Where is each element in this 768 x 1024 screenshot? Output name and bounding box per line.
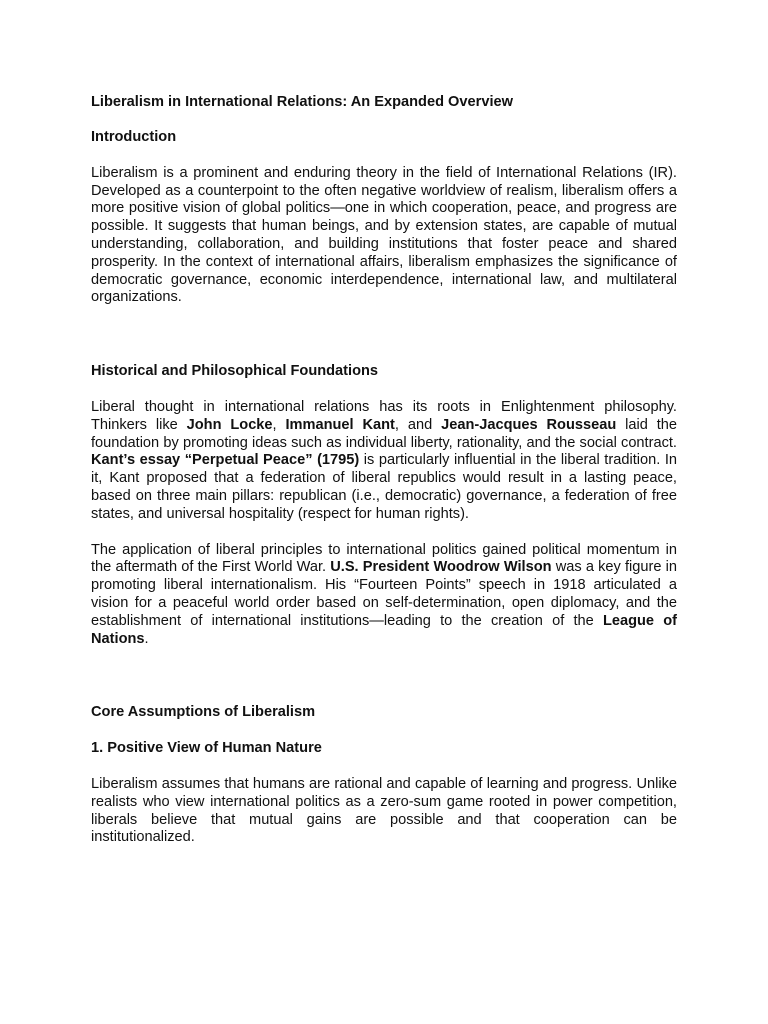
text-run: laid the foundation by promoting ideas such as individual liberty, rationality, and the social contract. bbox=[91, 416, 678, 451]
text-run: Liberal thought in international relations has its roots in Enlightenment philosophy. Thinkers like bbox=[91, 398, 677, 433]
bold-run-wilson: U.S. President Woodrow Wilson bbox=[330, 559, 552, 576]
bold-run-league: League of Nations bbox=[91, 612, 677, 647]
bold-run-locke: John Locke bbox=[186, 416, 273, 433]
subheading-human-nature: 1. Positive View of Human Nature bbox=[91, 740, 322, 757]
document-page bbox=[91, 94, 677, 847]
text-run: , bbox=[272, 416, 286, 433]
document-title: Liberalism in International Relations: An Expanded Overview bbox=[91, 94, 513, 110]
text-run: , and bbox=[394, 416, 442, 433]
bold-run-perpetual-peace: Kant’s essay “Perpetual Peace” (1795) bbox=[91, 452, 360, 469]
bold-run-rousseau: Jean-Jacques Rousseau bbox=[441, 416, 617, 433]
paragraph-human-nature: Liberalism assumes that humans are rational and capable of learning and progress. Unlike realists who view international politics as a zero-sum game rooted in power competition, liberals believe that mutual gains are possible and that cooperation can be institutionalized. bbox=[91, 775, 677, 846]
text-run: . bbox=[144, 630, 149, 647]
heading-introduction: Introduction bbox=[91, 129, 177, 145]
paragraph-foundations-2 bbox=[91, 542, 677, 649]
heading-core-assumptions: Core Assumptions of Liberalism bbox=[91, 704, 316, 721]
text-run: The application of liberal principles to international politics gained political momentum in the aftermath of the First World War. bbox=[91, 541, 677, 576]
paragraph-foundations-1 bbox=[91, 399, 677, 524]
paragraph-introduction: Liberalism is a prominent and enduring theory in the field of International Relations (IR). Developed as a counterpoint to the often negative worldview of realism, liberalism offers a more positive vision of global politics—one in which cooperation, peace, and progress are possible. It suggests that human beings, and by extension states, are capable of mutual understanding, collaboration, and building institutions that foster peace and shared prosperity. In the context of international affairs, liberalism emphasizes the significance of democratic governance, economic interdependence, international law, and multilateral organizations. bbox=[91, 164, 677, 306]
text-run: is particularly influential in the liberal tradition. In it, Kant proposed that a federation of liberal republics would result in a lasting peace, based on three main pillars: republican (i.e., democratic) governance, a federation of free states, and universal hospitality (respect for human rights). bbox=[91, 452, 677, 522]
heading-foundations: Historical and Philosophical Foundations bbox=[91, 363, 379, 380]
bold-run-kant: Immanuel Kant bbox=[285, 416, 395, 433]
text-run: was a key figure in promoting liberal internationalism. His “Fourteen Points” speech in 1918 articulated a vision for a peaceful world order based on self-determination, open diplomacy, and the establishment of international institutions—leading to the creation of the bbox=[91, 559, 678, 629]
